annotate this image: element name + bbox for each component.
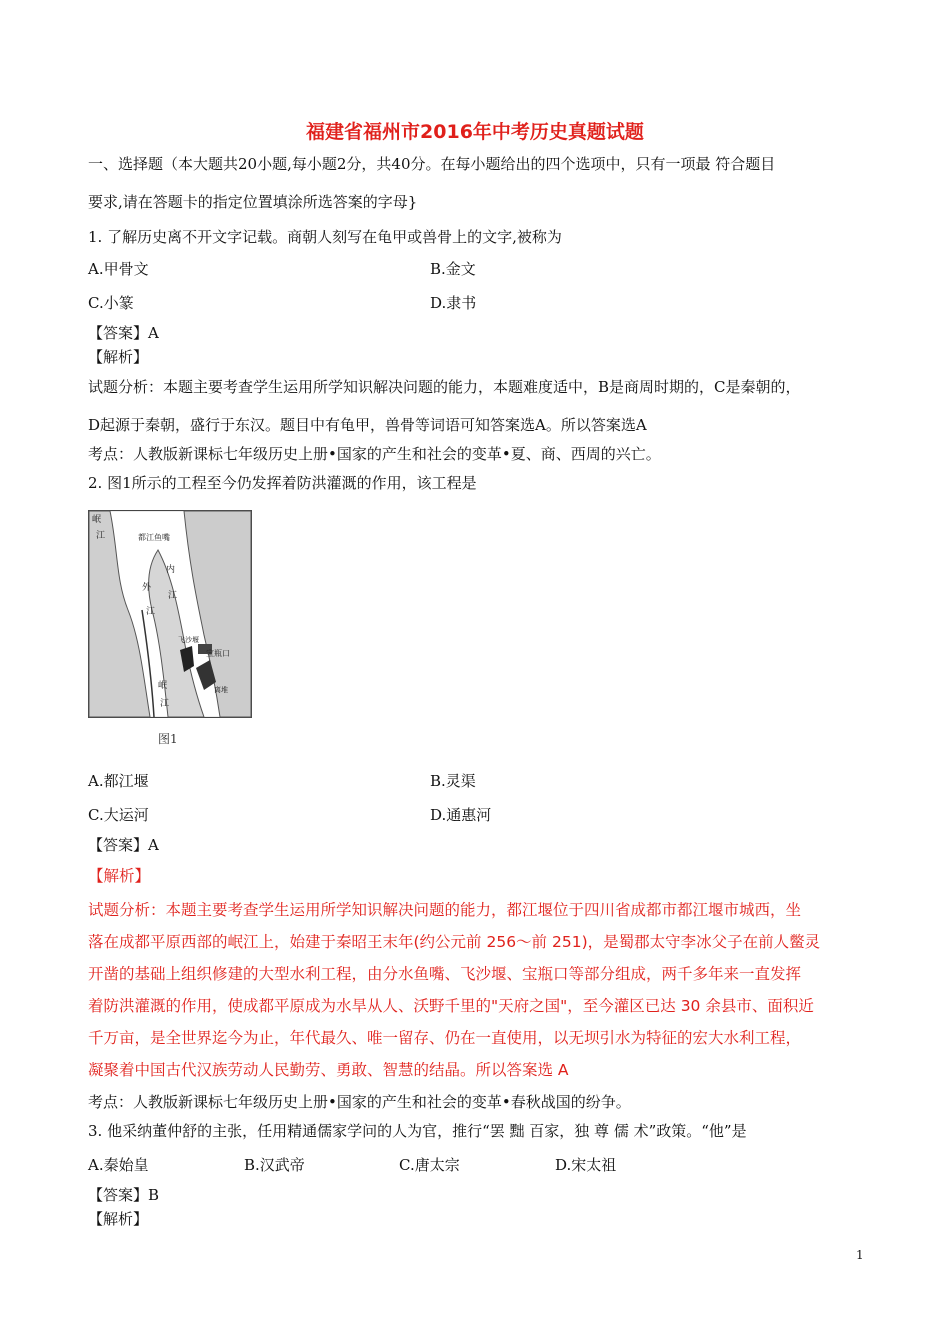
q1-option-b: B.金文 [430, 260, 476, 278]
q3-analysis-label: 【解析】 [88, 1210, 149, 1228]
q2-analysis-line-1: 试题分析：本题主要考查学生运用所学知识解决问题的能力，都江堰位于四川省成都市都江堰市城西，坐 [88, 901, 802, 919]
label-minjiang-bottom-1: 岷 [158, 681, 168, 691]
q2-point: 考点：人教版新课标七年级历史上册•国家的产生和社会的变革•春秋战国的纷争。 [88, 1093, 631, 1111]
q1-answer: 【答案】A [88, 324, 159, 342]
label-waijiang-1: 外 [142, 583, 152, 593]
label-minjiang-bottom-2: 江 [160, 699, 170, 709]
q3-option-a: A.秦始皇 [88, 1156, 149, 1174]
q1-stem: 1. 了解历史离不开文字记载。商朝人刻写在龟甲或兽骨上的文字,被称为 [88, 228, 562, 246]
figure-caption: 图1 [158, 732, 178, 746]
q2-option-a: A.都江堰 [88, 772, 149, 790]
label-minjiang-top-1: 岷 [92, 515, 102, 525]
label-waijiang-2: 江 [146, 607, 156, 617]
q3-option-c: C.唐太宗 [399, 1156, 460, 1174]
q1-analysis-line-1: 试题分析：本题主要考查学生运用所学知识解决问题的能力，本题难度适中，B是商周时期的，C是秦朝的， [88, 378, 801, 396]
q1-option-c: C.小篆 [88, 294, 134, 312]
label-neijiang-2: 江 [168, 591, 178, 601]
q2-analysis-line-5: 千万亩，是全世界迄今为止，年代最久、唯一留存、仍在一直使用，以无坝引水为特征的宏大水利工程， [88, 1029, 802, 1047]
label-feishayan: 飞沙堰 [178, 636, 199, 644]
label-yuzui: 都江鱼嘴 [138, 533, 170, 542]
section-intro-line-1: 一、选择题（本大题共20小题,每小题2分，共40分。在每小题给出的四个选项中，只有一项最 符合题目 [88, 155, 776, 173]
q3-answer: 【答案】B [88, 1186, 160, 1204]
q2-option-d: D.通惠河 [430, 806, 492, 824]
q1-option-a: A.甲骨文 [88, 260, 149, 278]
q2-analysis-line-6: 凝聚着中国古代汉族劳动人民勤劳、勇敢、智慧的结晶。所以答案选 A [88, 1061, 569, 1079]
q2-analysis-line-2: 落在成都平原西部的岷江上，始建于秦昭王末年(约公元前 256～前 251)，是蜀郡太守李冰父子在前人鳖灵 [88, 933, 821, 951]
q2-analysis-label: 【解析】 [88, 867, 151, 885]
q1-point: 考点：人教版新课标七年级历史上册•国家的产生和社会的变革•夏、商、西周的兴亡。 [88, 445, 661, 463]
page-number: 1 [856, 1248, 864, 1262]
q3-option-d: D.宋太祖 [555, 1156, 617, 1174]
q1-analysis-label: 【解析】 [88, 348, 149, 366]
q2-analysis-line-3: 开凿的基础上组织修建的大型水利工程，由分水鱼嘴、飞沙堰、宝瓶口等部分组成，两千多年来一直发挥 [88, 965, 802, 983]
q2-answer: 【答案】A [88, 836, 159, 854]
q1-analysis-line-2: D起源于秦朝，盛行于东汉。题目中有龟甲，兽骨等词语可知答案选A。所以答案选A [88, 416, 647, 434]
label-lidui: 离堆 [214, 686, 228, 694]
q3-option-b: B.汉武帝 [244, 1156, 305, 1174]
label-neijiang-1: 内 [166, 565, 176, 575]
q2-analysis-line-4: 着防洪灌溉的作用，使成都平原成为水旱从人、沃野千里的"天府之国"，至今灌区已达 30 余县市、面积近 [88, 997, 814, 1015]
section-intro-line-2: 要求,请在答题卡的指定位置填涂所选答案的字母} [88, 193, 418, 211]
q1-option-d: D.隶书 [430, 294, 477, 312]
q2-stem: 2. 图1所示的工程至今仍发挥着防洪灌溉的作用，该工程是 [88, 474, 477, 492]
label-baopingkou: 宝瓶口 [206, 649, 230, 658]
q3-stem: 3. 他采纳董仲舒的主张，任用精通儒家学问的人为官，推行“罢 黜 百家，独 尊 儒 术”政策。“他”是 [88, 1122, 747, 1140]
label-minjiang-top-2: 江 [96, 531, 106, 541]
page-title: 福建省福州市2016年中考历史真题试题 [306, 121, 644, 143]
q2-option-b: B.灵渠 [430, 772, 476, 790]
dujiangyan-map-figure [88, 510, 252, 718]
q2-option-c: C.大运河 [88, 806, 149, 824]
